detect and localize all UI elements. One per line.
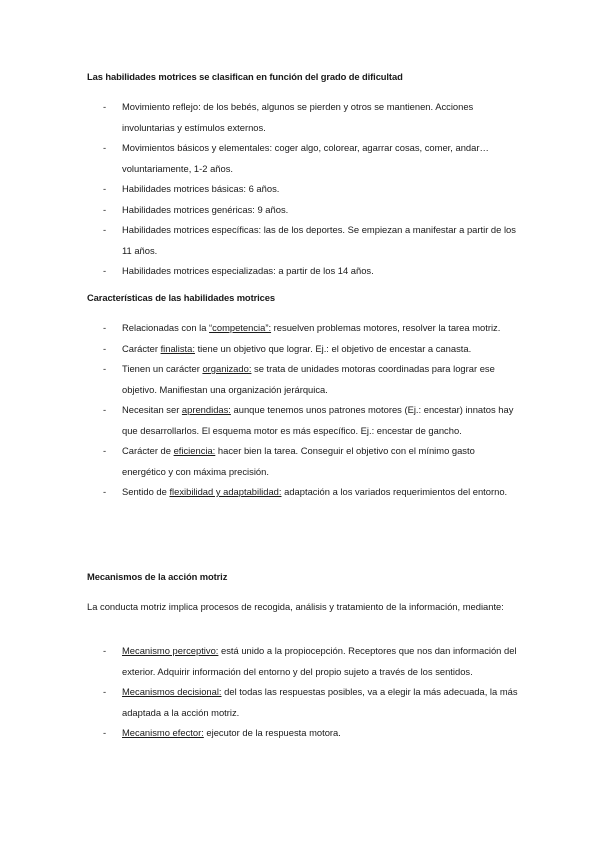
list-item-text: Movimiento reflejo: de los bebés, algunos se pierden y otros se mantienen. Acciones involuntarias y estímulos externos. [122, 101, 474, 133]
list-item [87, 179, 527, 200]
item-prefix: Carácter de [122, 445, 174, 456]
mechanisms-list [87, 641, 527, 744]
bullet-dash: - [103, 183, 107, 194]
item-description: se trata de unidades motoras coordinadas para lograr ese objetivo. Manifiestan una organización jerárquica. [122, 363, 495, 395]
list-item [87, 138, 527, 179]
underlined-term: flexibilidad y adaptabilidad: [169, 486, 282, 497]
list-item [87, 400, 527, 441]
item-description: adaptación a los variados requerimientos del entorno. [281, 486, 508, 497]
list-item [87, 339, 527, 360]
list-item [87, 359, 527, 400]
item-prefix: Carácter [122, 342, 161, 354]
list-item [87, 482, 527, 503]
list-item-text [122, 318, 520, 339]
bullet-dash: - [103, 224, 107, 235]
item-description: aunque tenemos unos patrones motores (Ej.: encestar) innatos hay que desarrollarlos. El esquema motor es más específico. Ej.: encestar de gancho. [122, 404, 514, 436]
bullet-dash: - [103, 265, 107, 276]
underlined-term: “competencia”: [209, 322, 272, 333]
item-description: está unido a la propiocepción. Receptores que nos dan información del exterior. Adquirir información del entorno y del propio sujeto a través de los sentidos. [122, 645, 517, 677]
list-item [87, 723, 527, 744]
item-description: tiene un objetivo que lograr. Ej.: el objetivo de encestar a canasta. [194, 342, 472, 354]
mechanisms-intro: La conducta motriz implica procesos de recogida, análisis y tratamiento de la información, mediante: [87, 601, 504, 612]
bullet-dash: - [103, 142, 107, 153]
list-item [87, 682, 527, 723]
list-item-text [122, 682, 520, 723]
list-item [87, 220, 527, 261]
underlined-term: finalista: [160, 342, 195, 354]
list-item-text [122, 723, 520, 744]
list-item [87, 318, 527, 339]
list-item-text [122, 359, 520, 400]
characteristics-list [87, 318, 527, 503]
list-item [87, 441, 527, 482]
bullet-dash: - [103, 363, 107, 374]
list-item-text: Habilidades motrices especializadas: a partir de los 14 años. [122, 265, 374, 276]
item-prefix: Relacionadas con la [122, 322, 210, 333]
item-prefix: Sentido de [122, 486, 170, 497]
bullet-dash: - [103, 101, 107, 112]
section-heading-characteristics: Características de las habilidades motrices [87, 292, 275, 303]
classification-list [87, 97, 527, 282]
underlined-term: Mecanismos decisional: [122, 686, 222, 697]
list-item [87, 641, 527, 682]
bullet-dash: - [103, 322, 107, 333]
bullet-dash: - [103, 686, 107, 697]
underlined-term: eficiencia: [173, 445, 216, 456]
item-description: hacer bien la tarea. Conseguir el objetivo con el mínimo gasto energético y con máxima precisión. [122, 445, 475, 477]
underlined-term: organizado: [202, 363, 252, 374]
underlined-term: Mecanismo perceptivo: [122, 645, 219, 656]
list-item-text [122, 339, 520, 360]
item-description: del todas las respuestas posibles, va a elegir la más adecuada, la más adaptada a la acción motriz. [122, 686, 518, 718]
item-prefix: Necesitan ser [122, 404, 182, 415]
bullet-dash: - [103, 203, 107, 215]
bullet-dash: - [103, 404, 107, 415]
bullet-dash: - [103, 445, 107, 456]
item-prefix: Tienen un carácter [122, 363, 203, 374]
item-description: resuelven problemas motores, resolver la tarea motriz. [271, 322, 501, 333]
bullet-dash: - [103, 727, 107, 738]
list-item-text [122, 641, 520, 682]
list-item-text: Movimientos básicos y elementales: coger algo, colorear, agarrar cosas, comer, andar… voluntariamente, 1-2 años. [122, 142, 489, 174]
list-item [87, 97, 527, 138]
underlined-term: aprendidas: [181, 404, 231, 415]
list-item-text [122, 400, 520, 441]
list-item [87, 261, 527, 282]
bullet-dash: - [103, 486, 107, 497]
bullet-dash: - [103, 342, 107, 354]
list-item [87, 200, 527, 221]
list-item-text: Habilidades motrices básicas: 6 años. [122, 183, 280, 194]
underlined-term: Mecanismo efector: [122, 727, 204, 738]
bullet-dash: - [103, 645, 107, 656]
section-heading-mechanisms: Mecanismos de la acción motriz [87, 571, 228, 582]
section-heading-classification: Las habilidades motrices se clasifican en función del grado de dificultad [87, 71, 403, 82]
item-description: ejecutor de la respuesta motora. [203, 727, 341, 738]
list-item-text: Habilidades motrices específicas: las de los deportes. Se empiezan a manifestar a partir de los 11 años. [122, 224, 516, 256]
list-item-text: Habilidades motrices genéricas: 9 años. [122, 203, 289, 215]
list-item-text [122, 441, 520, 482]
list-item-text [122, 482, 520, 503]
